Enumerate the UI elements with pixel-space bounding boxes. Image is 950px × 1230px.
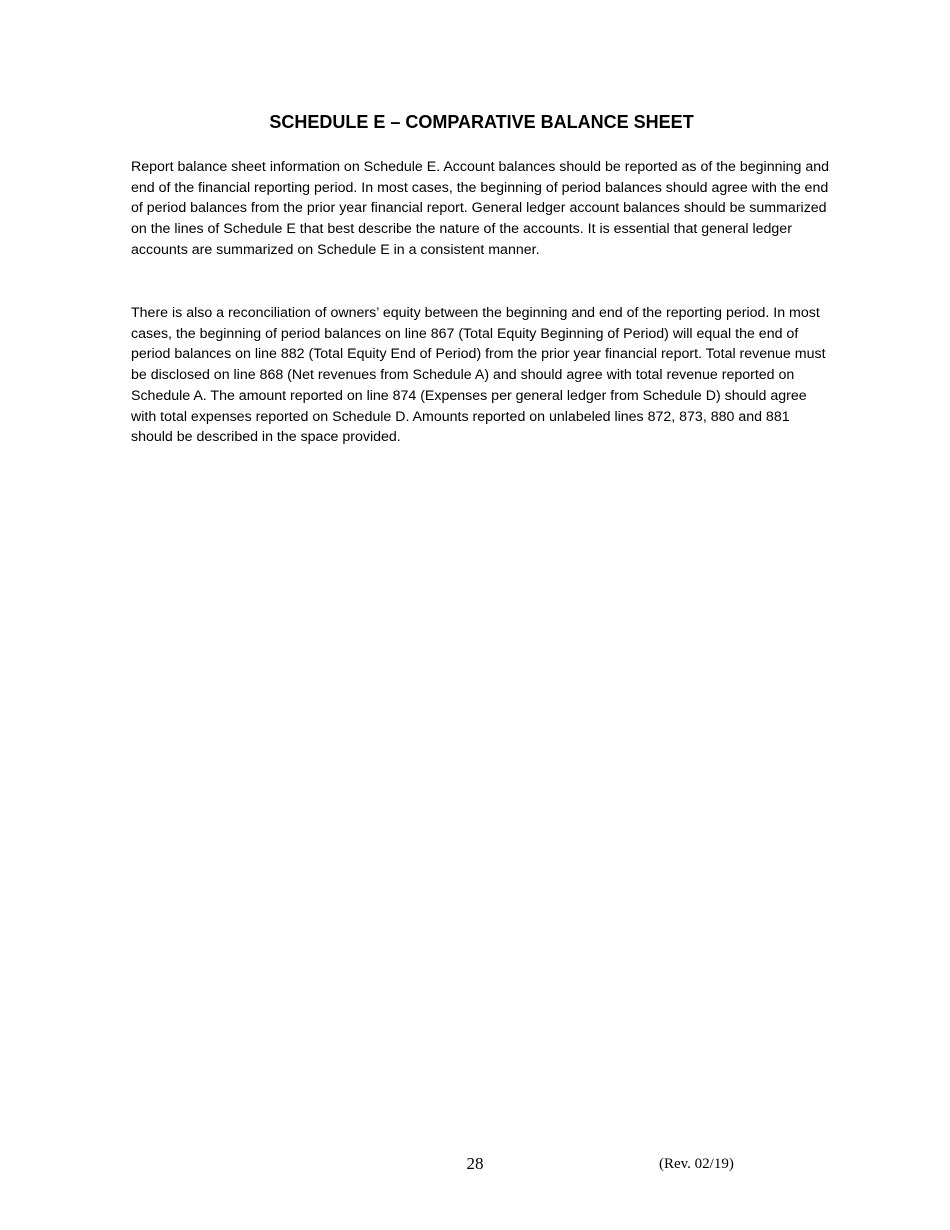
page-title: SCHEDULE E – COMPARATIVE BALANCE SHEET (269, 112, 694, 132)
paragraph-balance-sheet-info: Report balance sheet information on Schedule E. Account balances should be reported as of the beginning and end of the financial reporting period. In most cases, the beginning of period balances should agree with the end of period balances from the prior year financial report. General ledger account balances should be summarized on the lines of Schedule E that best describe the nature of the accounts. It is essential that general ledger accounts are summarized on Schedule E in a consistent manner. (131, 159, 830, 258)
revision-date: (Rev. 02/19) (659, 1156, 734, 1172)
paragraph-equity-reconciliation: There is also a reconciliation of owners’ equity between the beginning and end of the reporting period. In most cases, the beginning of period balances on line 867 (Total Equity Beginning of Period) will equal the end of period balances on line 882 (Total Equity End of Period) from the prior year financial report. Total revenue must be disclosed on line 868 (Net revenues from Schedule A) and should agree with total revenue reported on Schedule A. The amount reported on line 874 (Expenses per general ledger from Schedule D) should agree with total expenses reported on Schedule D. Amounts reported on unlabeled lines 872, 873, 880 and 881 should be described in the space provided. (131, 305, 826, 446)
page-number: 28 (466, 1154, 484, 1173)
